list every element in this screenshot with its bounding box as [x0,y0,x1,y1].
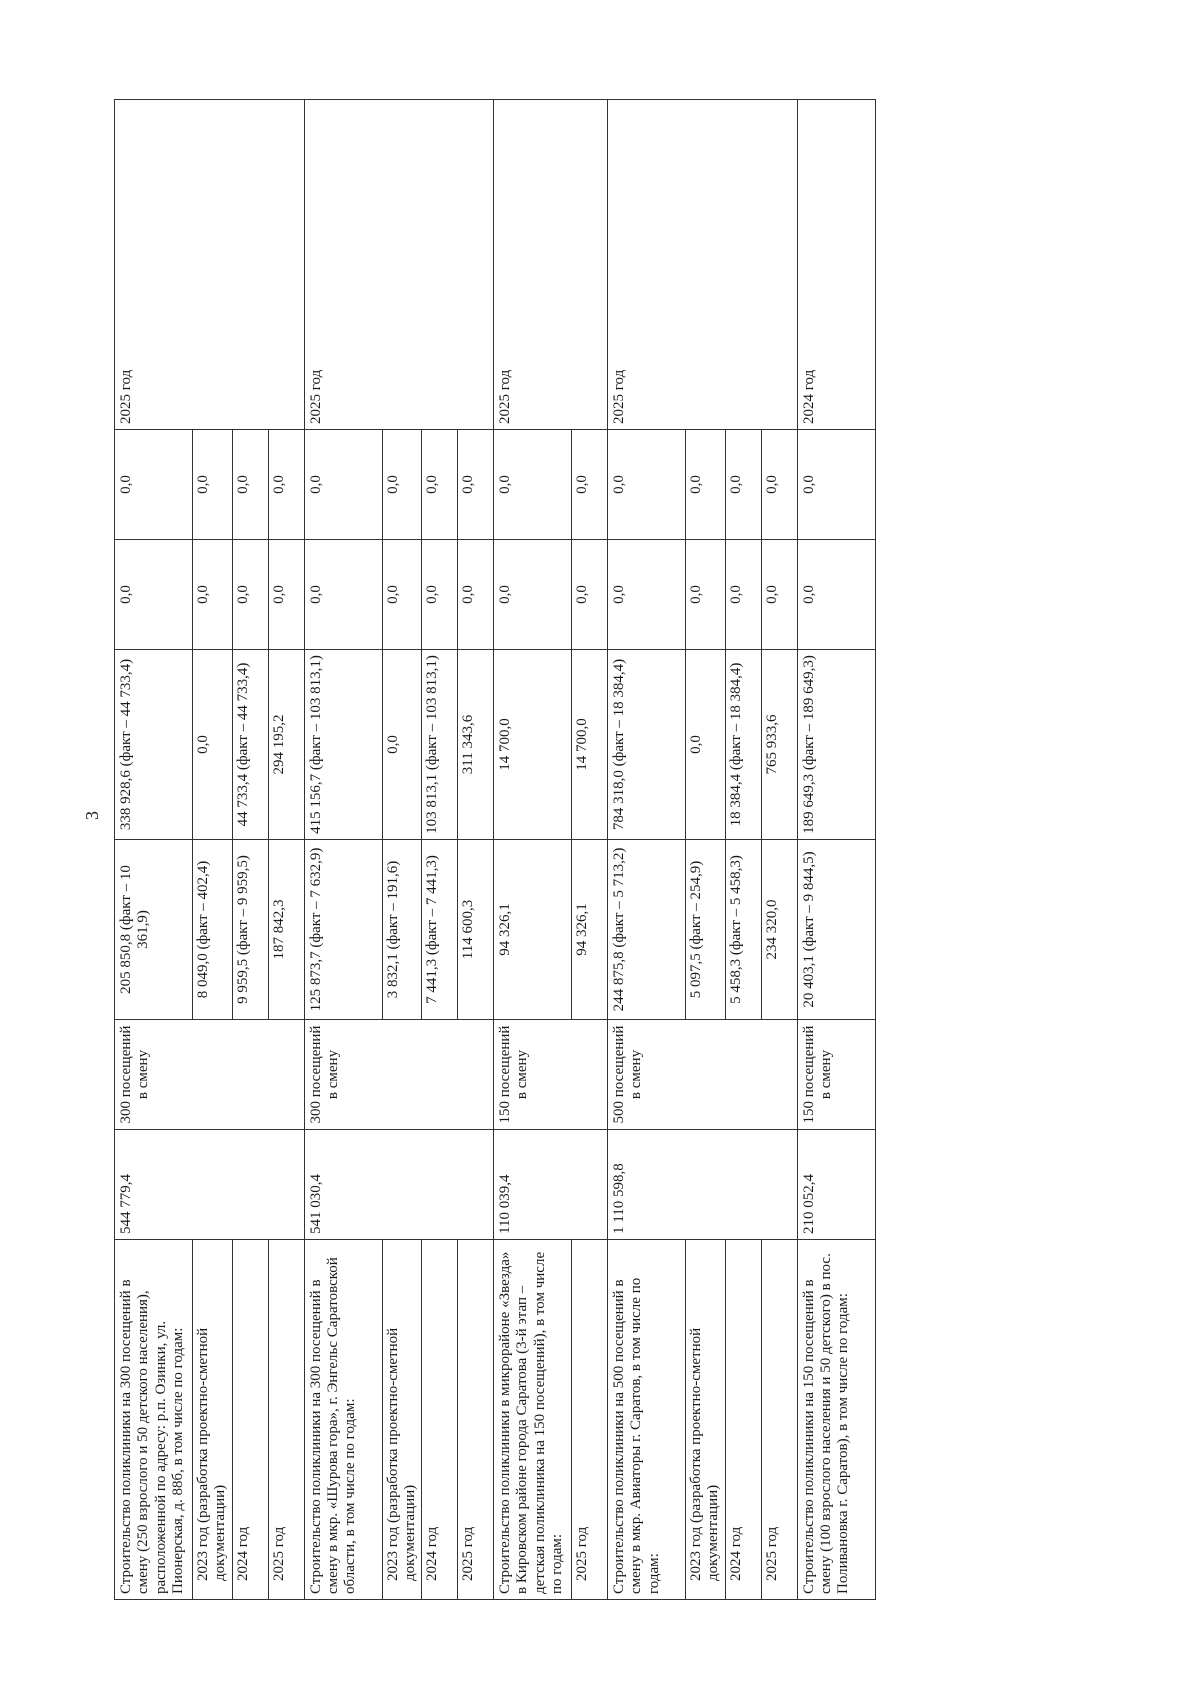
year-col5: 311 343,6 [458,650,494,840]
year-col4: 7 441,3 (факт – 7 441,3) [422,840,458,1020]
project-col5: 14 700,0 [494,650,572,840]
project-row [797,100,875,1600]
project-name: Строительство поликлиники на 300 посещений в смену (250 взрослого и 50 детского населения), расположенной по адресу: р.п. Озинки, ул. Пионерская, д. 88б, в том числе по годам: [115,1240,193,1600]
year-col5: 765 933,6 [761,650,797,840]
project-col4: 94 326,1 [494,840,572,1020]
project-total-cost: 210 052,4 [797,1130,875,1240]
year-col6: 0,0 [725,540,761,650]
year-col6: 0,0 [382,540,422,650]
year-label: 2023 год (разработка проектно-сметной документации) [193,1240,233,1600]
project-col6: 0,0 [494,540,572,650]
year-col7: 0,0 [232,430,268,540]
year-col6: 0,0 [458,540,494,650]
project-capacity: 500 посещений в смену [608,1020,798,1130]
project-name: Строительство поликлиники на 150 посещений в смену (100 взрослого населения и 50 детского) в пос. Поливановка г. Саратов), в том числе по годам: [797,1240,875,1600]
year-col7: 0,0 [422,430,458,540]
year-col5: 0,0 [193,650,233,840]
year-col6: 0,0 [232,540,268,650]
project-row [115,100,193,1600]
year-col4: 94 326,1 [572,840,608,1020]
year-col4: 3 832,1 (факт – 191,6) [382,840,422,1020]
project-col7: 0,0 [494,430,572,540]
project-col7: 0,0 [608,430,686,540]
project-col4: 205 850,8 (факт – 10 361,9) [115,840,193,1020]
project-row [304,100,382,1600]
project-col7: 0,0 [797,430,875,540]
year-col7: 0,0 [686,430,726,540]
project-col4: 20 403,1 (факт – 9 844,5) [797,840,875,1020]
project-deadline: 2025 год [608,100,798,430]
project-col7: 0,0 [115,430,193,540]
project-capacity: 300 посещений в смену [115,1020,305,1130]
year-col4: 8 049,0 (факт – 402,4) [193,840,233,1020]
project-col7: 0,0 [304,430,382,540]
year-col4: 5 458,3 (факт – 5 458,3) [725,840,761,1020]
project-name: Строительство поликлиники в микрорайоне «Звезда» в Кировском районе города Саратова (3-й этап – детская поликлиника на 150 посещений), в том числе по годам: [494,1240,572,1600]
project-deadline: 2025 год [494,100,608,430]
page-number: 3 [82,811,102,820]
project-col6: 0,0 [115,540,193,650]
project-total-cost: 1 110 598,8 [608,1130,798,1240]
year-label: 2025 год [458,1240,494,1600]
projects-table [114,99,876,1600]
year-col4: 187 842,3 [268,840,304,1020]
project-col4: 125 873,7 (факт – 7 632,9) [304,840,382,1020]
year-col4: 114 600,3 [458,840,494,1020]
year-col5: 14 700,0 [572,650,608,840]
year-col5: 44 733,4 (факт – 44 733,4) [232,650,268,840]
project-capacity: 300 посещений в смену [304,1020,494,1130]
project-deadline: 2024 год [797,100,875,430]
project-name: Строительство поликлиники на 300 посещений в смену в мкр. «Шурова гора», г. Энгельс Саратовской области, в том числе по годам: [304,1240,382,1600]
project-row [608,100,686,1600]
project-col5: 784 318,0 (факт – 18 384,4) [608,650,686,840]
year-col5: 0,0 [686,650,726,840]
year-label: 2023 год (разработка проектно-сметной документации) [382,1240,422,1600]
project-total-cost: 541 030,4 [304,1130,494,1240]
year-col7: 0,0 [382,430,422,540]
table-body [115,100,876,1600]
year-col4: 234 320,0 [761,840,797,1020]
project-col6: 0,0 [608,540,686,650]
year-col7: 0,0 [725,430,761,540]
project-deadline: 2025 год [304,100,494,430]
year-col6: 0,0 [686,540,726,650]
year-col6: 0,0 [761,540,797,650]
project-col5: 189 649,3 (факт – 189 649,3) [797,650,875,840]
year-col7: 0,0 [458,430,494,540]
project-row [494,100,572,1600]
year-col5: 294 195,2 [268,650,304,840]
project-capacity: 150 посещений в смену [494,1020,608,1130]
year-label: 2025 год [761,1240,797,1600]
year-label: 2024 год [232,1240,268,1600]
year-label: 2025 год [572,1240,608,1600]
year-col4: 5 097,5 (факт – 254,9) [686,840,726,1020]
project-col5: 415 156,7 (факт – 103 813,1) [304,650,382,840]
year-col5: 103 813,1 (факт – 103 813,1) [422,650,458,840]
year-col6: 0,0 [422,540,458,650]
project-col6: 0,0 [304,540,382,650]
year-col7: 0,0 [572,430,608,540]
year-col6: 0,0 [268,540,304,650]
project-name: Строительство поликлиники на 500 посещений в смену в мкр. Авиаторы г. Саратов, в том числе по годам: [608,1240,686,1600]
year-label: 2023 год (разработка проектно-сметной документации) [686,1240,726,1600]
year-col7: 0,0 [268,430,304,540]
project-total-cost: 544 779,4 [115,1130,305,1240]
year-col5: 0,0 [382,650,422,840]
project-capacity: 150 посещений в смену [797,1020,875,1130]
project-total-cost: 110 039,4 [494,1130,608,1240]
year-col4: 9 959,5 (факт – 9 959,5) [232,840,268,1020]
year-label: 2024 год [422,1240,458,1600]
year-label: 2024 год [725,1240,761,1600]
project-col4: 244 875,8 (факт – 5 713,2) [608,840,686,1020]
rotated-table-area [114,100,1054,1600]
year-col7: 0,0 [193,430,233,540]
year-col6: 0,0 [193,540,233,650]
year-col5: 18 384,4 (факт – 18 384,4) [725,650,761,840]
project-col5: 338 928,6 (факт – 44 733,4) [115,650,193,840]
project-col6: 0,0 [797,540,875,650]
project-deadline: 2025 год [115,100,305,430]
year-col7: 0,0 [761,430,797,540]
year-col6: 0,0 [572,540,608,650]
year-label: 2025 год [268,1240,304,1600]
